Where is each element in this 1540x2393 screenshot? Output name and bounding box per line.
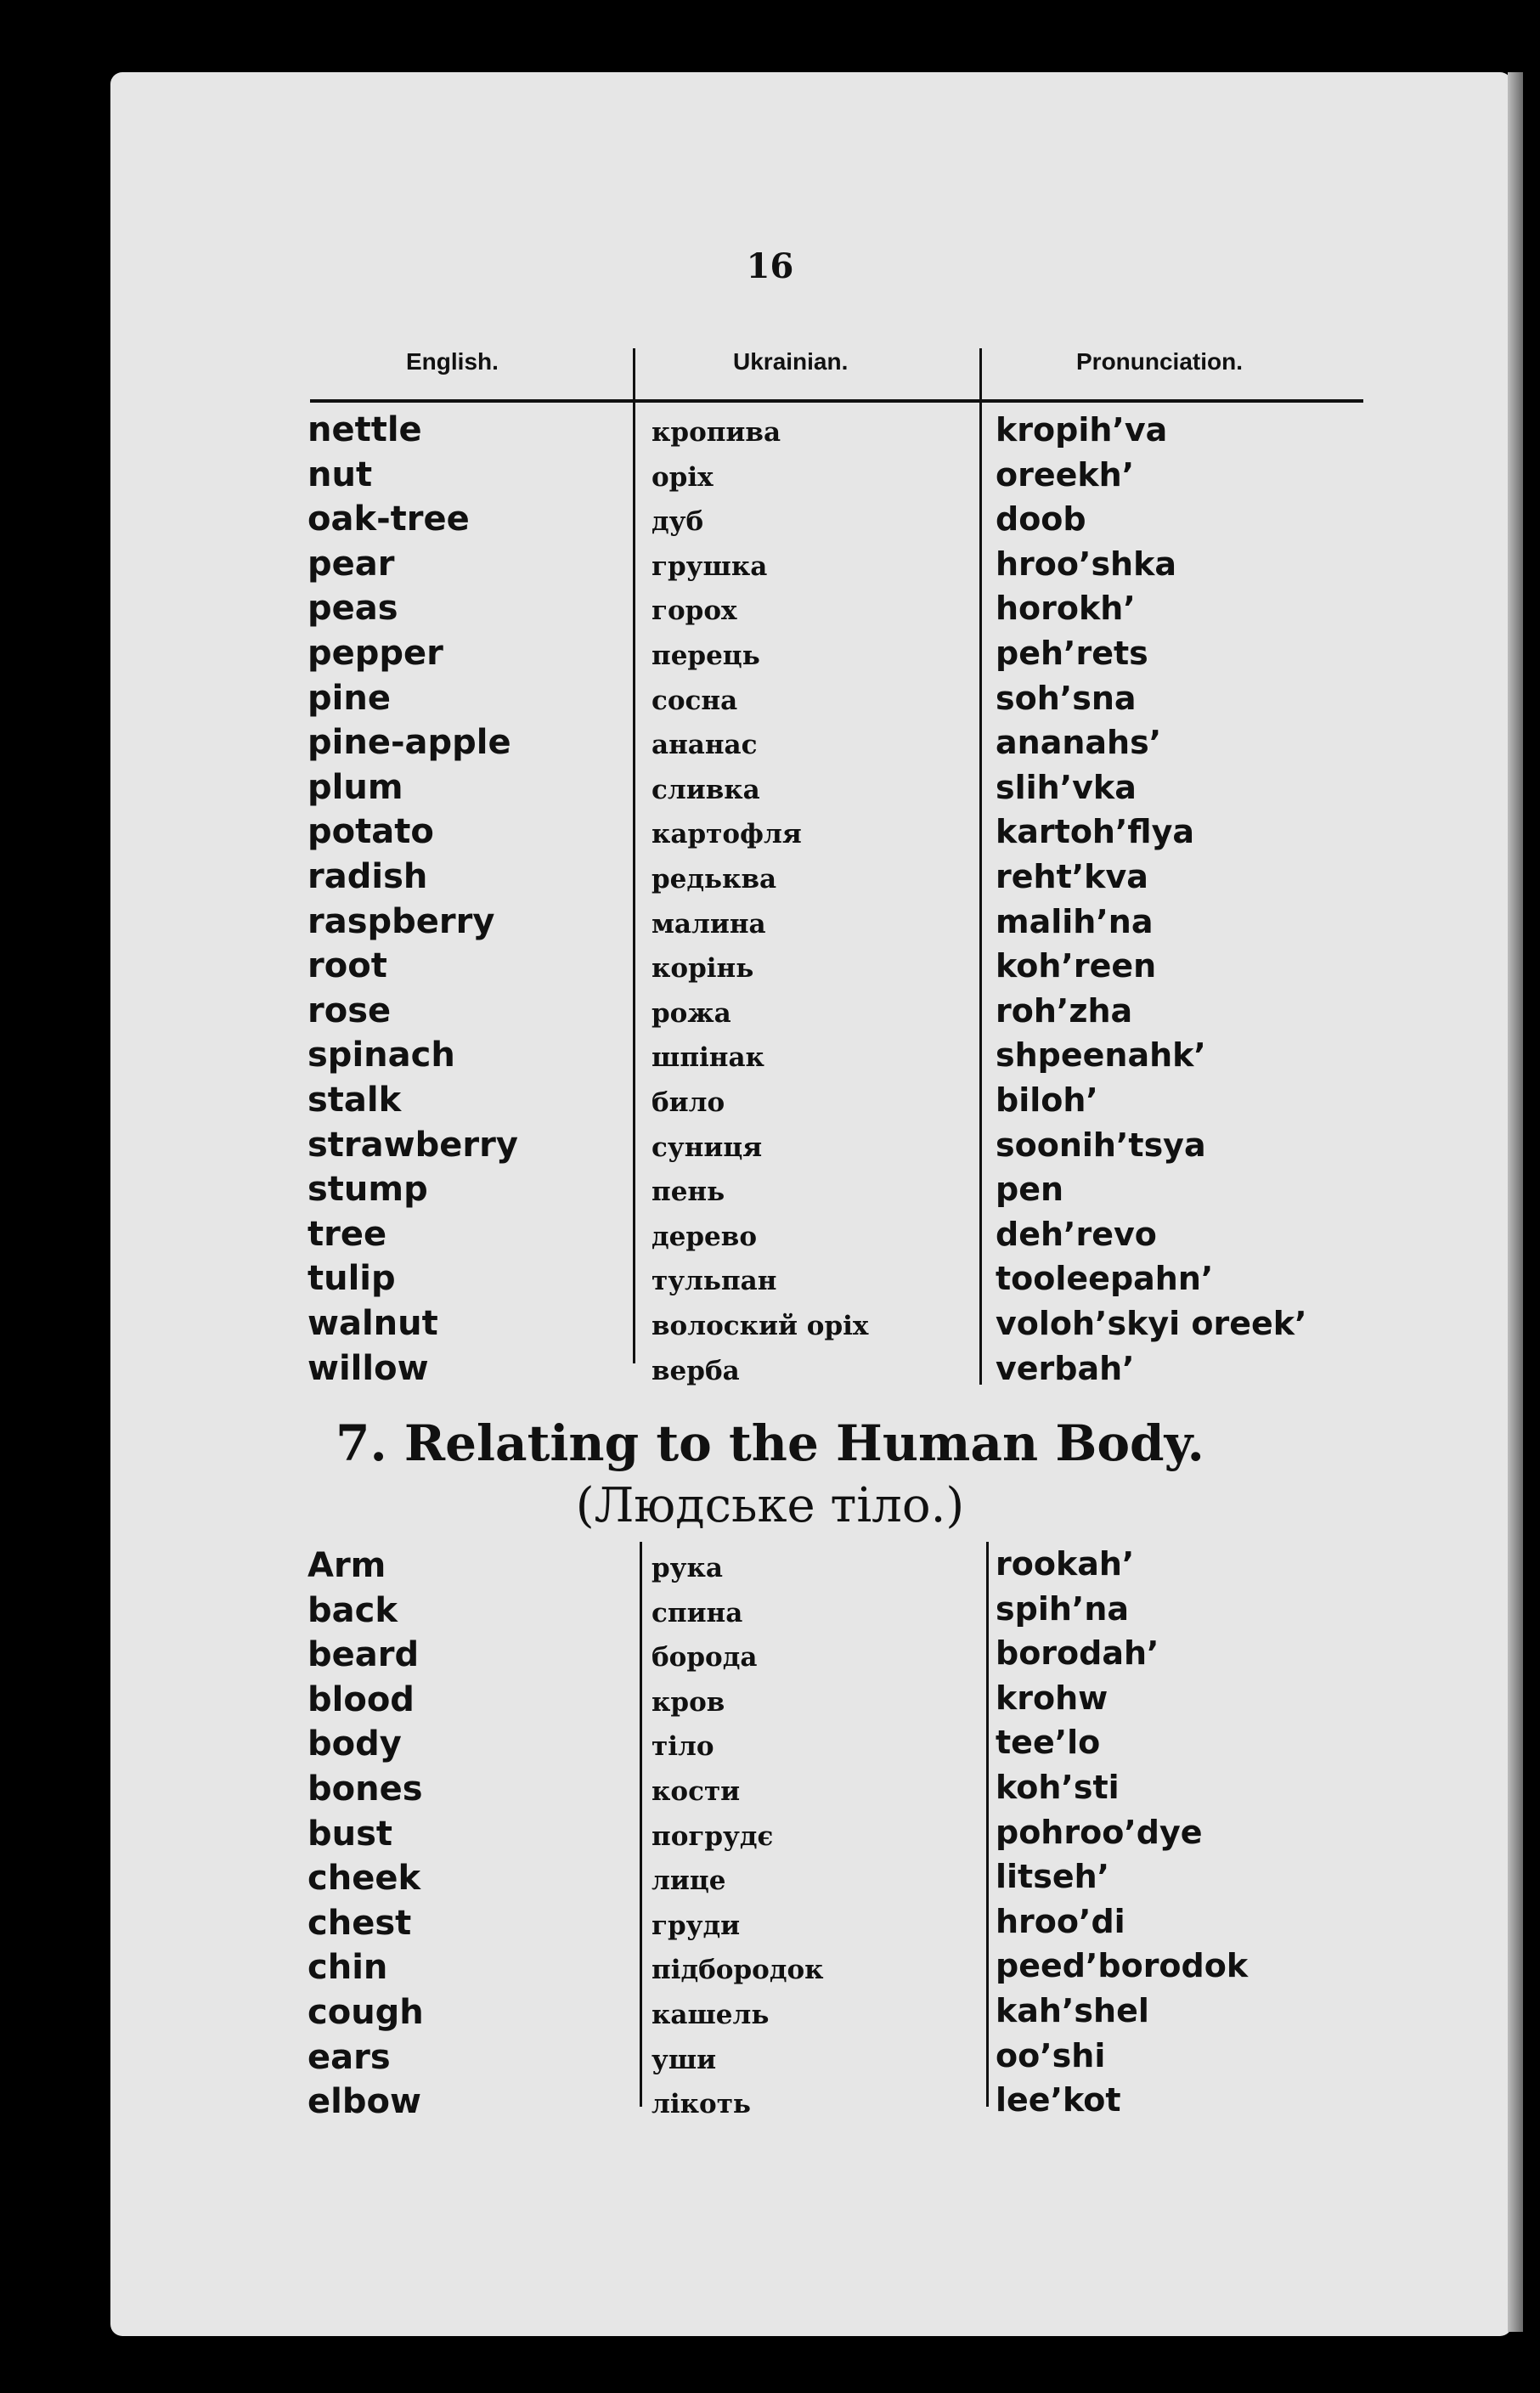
word-entry: дуб: [652, 506, 704, 538]
word-entry: biloh’: [996, 1081, 1098, 1119]
word-entry: potato: [307, 812, 434, 852]
word-entry: shpeenahk’: [996, 1036, 1206, 1075]
word-entry: tee’lo: [996, 1724, 1101, 1762]
word-entry: spinach: [307, 1036, 455, 1075]
word-entry: radish: [307, 857, 428, 896]
word-entry: pen: [996, 1171, 1064, 1209]
word-entry: willow: [307, 1348, 429, 1388]
word-entry: груди: [652, 1910, 741, 1941]
word-entry: soonih’tsya: [996, 1126, 1206, 1164]
word-entry: litseh’: [996, 1858, 1110, 1896]
header-english: English.: [406, 348, 499, 375]
word-entry: підбородок: [652, 1955, 824, 1986]
word-entry: verbah’: [996, 1349, 1135, 1387]
word-entry: тіло: [652, 1731, 714, 1763]
word-entry: doob: [996, 500, 1086, 539]
word-entry: oreekh’: [996, 455, 1135, 494]
word-entry: malih’na: [996, 902, 1154, 940]
word-entry: шпінак: [652, 1042, 764, 1074]
section-subtitle: (Людське тіло.): [575, 1478, 965, 1533]
word-entry: рука: [652, 1553, 723, 1583]
word-entry: stump: [307, 1170, 428, 1210]
word-entry: walnut: [307, 1304, 438, 1343]
word-entry: рожа: [652, 997, 731, 1029]
word-entry: лікоть: [652, 2089, 751, 2120]
word-entry: горох: [652, 595, 737, 627]
page-number: 16: [746, 246, 794, 286]
word-entry: bones: [307, 1769, 423, 1809]
header-pronunciation: Pronunciation.: [1076, 348, 1243, 375]
word-entry: borodah’: [996, 1634, 1159, 1673]
word-entry: tooleepahn’: [996, 1260, 1214, 1298]
word-entry: kropih’va: [996, 411, 1168, 449]
word-entry: kartoh’flya: [996, 813, 1194, 851]
word-entry: спина: [652, 1597, 743, 1628]
word-entry: уши: [652, 2044, 717, 2075]
word-entry: hroo’di: [996, 1902, 1125, 1940]
word-entry: elbow: [307, 2082, 421, 2122]
word-entry: картофля: [652, 819, 802, 850]
word-entry: перець: [652, 641, 760, 671]
word-entry: raspberry: [307, 901, 495, 941]
word-entry: волоский оріх: [652, 1311, 869, 1341]
word-entry: било: [652, 1087, 725, 1118]
header-ukrainian: Ukrainian.: [733, 348, 849, 375]
page-edge: [1508, 72, 1523, 2332]
word-entry: ears: [307, 2037, 391, 2077]
column-divider: [979, 348, 982, 1385]
word-entry: roh’zha: [996, 991, 1133, 1030]
word-entry: ananahs’: [996, 724, 1162, 762]
word-entry: кров: [652, 1686, 725, 1718]
word-entry: back: [307, 1590, 398, 1630]
word-entry: koh’reen: [996, 947, 1157, 985]
word-entry: oo’shi: [996, 2036, 1106, 2074]
word-entry: root: [307, 946, 387, 986]
word-entry: корінь: [652, 953, 754, 985]
word-entry: ананас: [652, 730, 758, 761]
word-entry: reht’kva: [996, 858, 1148, 895]
word-entry: peh’rets: [996, 635, 1148, 672]
word-entry: суниця: [652, 1132, 763, 1163]
word-entry: погрудє: [652, 1820, 774, 1852]
word-entry: peed’borodok: [996, 1947, 1249, 1985]
column-divider: [640, 1542, 642, 2107]
word-entry: plum: [307, 767, 403, 807]
word-entry: horokh’: [996, 590, 1136, 628]
header-rule: [310, 399, 1363, 403]
word-entry: stalk: [307, 1081, 402, 1120]
word-entry: rose: [307, 990, 392, 1030]
word-entry: грушка: [652, 550, 768, 582]
word-entry: борода: [652, 1642, 758, 1673]
word-entry: rookah’: [996, 1545, 1135, 1583]
word-entry: пень: [652, 1177, 725, 1208]
word-entry: soh’sna: [996, 679, 1137, 717]
word-entry: pine: [307, 678, 391, 718]
word-entry: cough: [307, 1993, 424, 2032]
word-entry: pear: [307, 544, 395, 584]
word-entry: blood: [307, 1679, 415, 1719]
word-entry: дерево: [652, 1221, 757, 1252]
word-entry: оріх: [652, 461, 714, 493]
word-entry: oak-tree: [307, 499, 470, 539]
word-entry: krohw: [996, 1679, 1108, 1717]
word-entry: кропива: [652, 417, 781, 448]
word-entry: body: [307, 1724, 402, 1764]
word-entry: малина: [652, 908, 766, 940]
word-entry: spih’na: [996, 1589, 1130, 1628]
column-divider: [986, 1542, 989, 2107]
word-entry: tulip: [307, 1259, 396, 1299]
word-entry: кашель: [652, 2000, 770, 2030]
word-entry: кости: [652, 1776, 741, 1807]
word-entry: тульпан: [652, 1266, 777, 1297]
word-entry: сливка: [652, 774, 760, 805]
word-entry: bust: [307, 1814, 393, 1854]
word-entry: strawberry: [307, 1125, 518, 1165]
word-entry: voloh’skyi oreek’: [996, 1305, 1307, 1342]
word-entry: pine-apple: [307, 723, 511, 763]
word-entry: chest: [307, 1903, 412, 1943]
word-entry: pepper: [307, 634, 443, 673]
word-entry: сосна: [652, 685, 738, 716]
word-entry: lee’kot: [996, 2081, 1121, 2119]
word-entry: deh’revo: [996, 1215, 1157, 1253]
word-entry: редьква: [652, 864, 777, 895]
word-entry: Arm: [307, 1546, 386, 1585]
word-entry: peas: [307, 589, 398, 629]
word-entry: koh’sti: [996, 1769, 1120, 1806]
column-divider: [633, 348, 635, 1363]
word-entry: cheek: [307, 1859, 421, 1899]
word-entry: лице: [652, 1865, 726, 1897]
word-entry: nut: [307, 454, 373, 494]
word-entry: hroo’shka: [996, 545, 1177, 583]
word-entry: pohroo’dye: [996, 1813, 1203, 1851]
word-entry: tree: [307, 1214, 387, 1254]
word-entry: beard: [307, 1635, 420, 1675]
section-title: 7. Relating to the Human Body.: [336, 1414, 1204, 1472]
word-entry: chin: [307, 1948, 388, 1988]
word-entry: nettle: [307, 410, 422, 449]
word-entry: верба: [652, 1355, 740, 1386]
word-entry: slih’vka: [996, 768, 1137, 806]
word-entry: kah’shel: [996, 1992, 1149, 2029]
